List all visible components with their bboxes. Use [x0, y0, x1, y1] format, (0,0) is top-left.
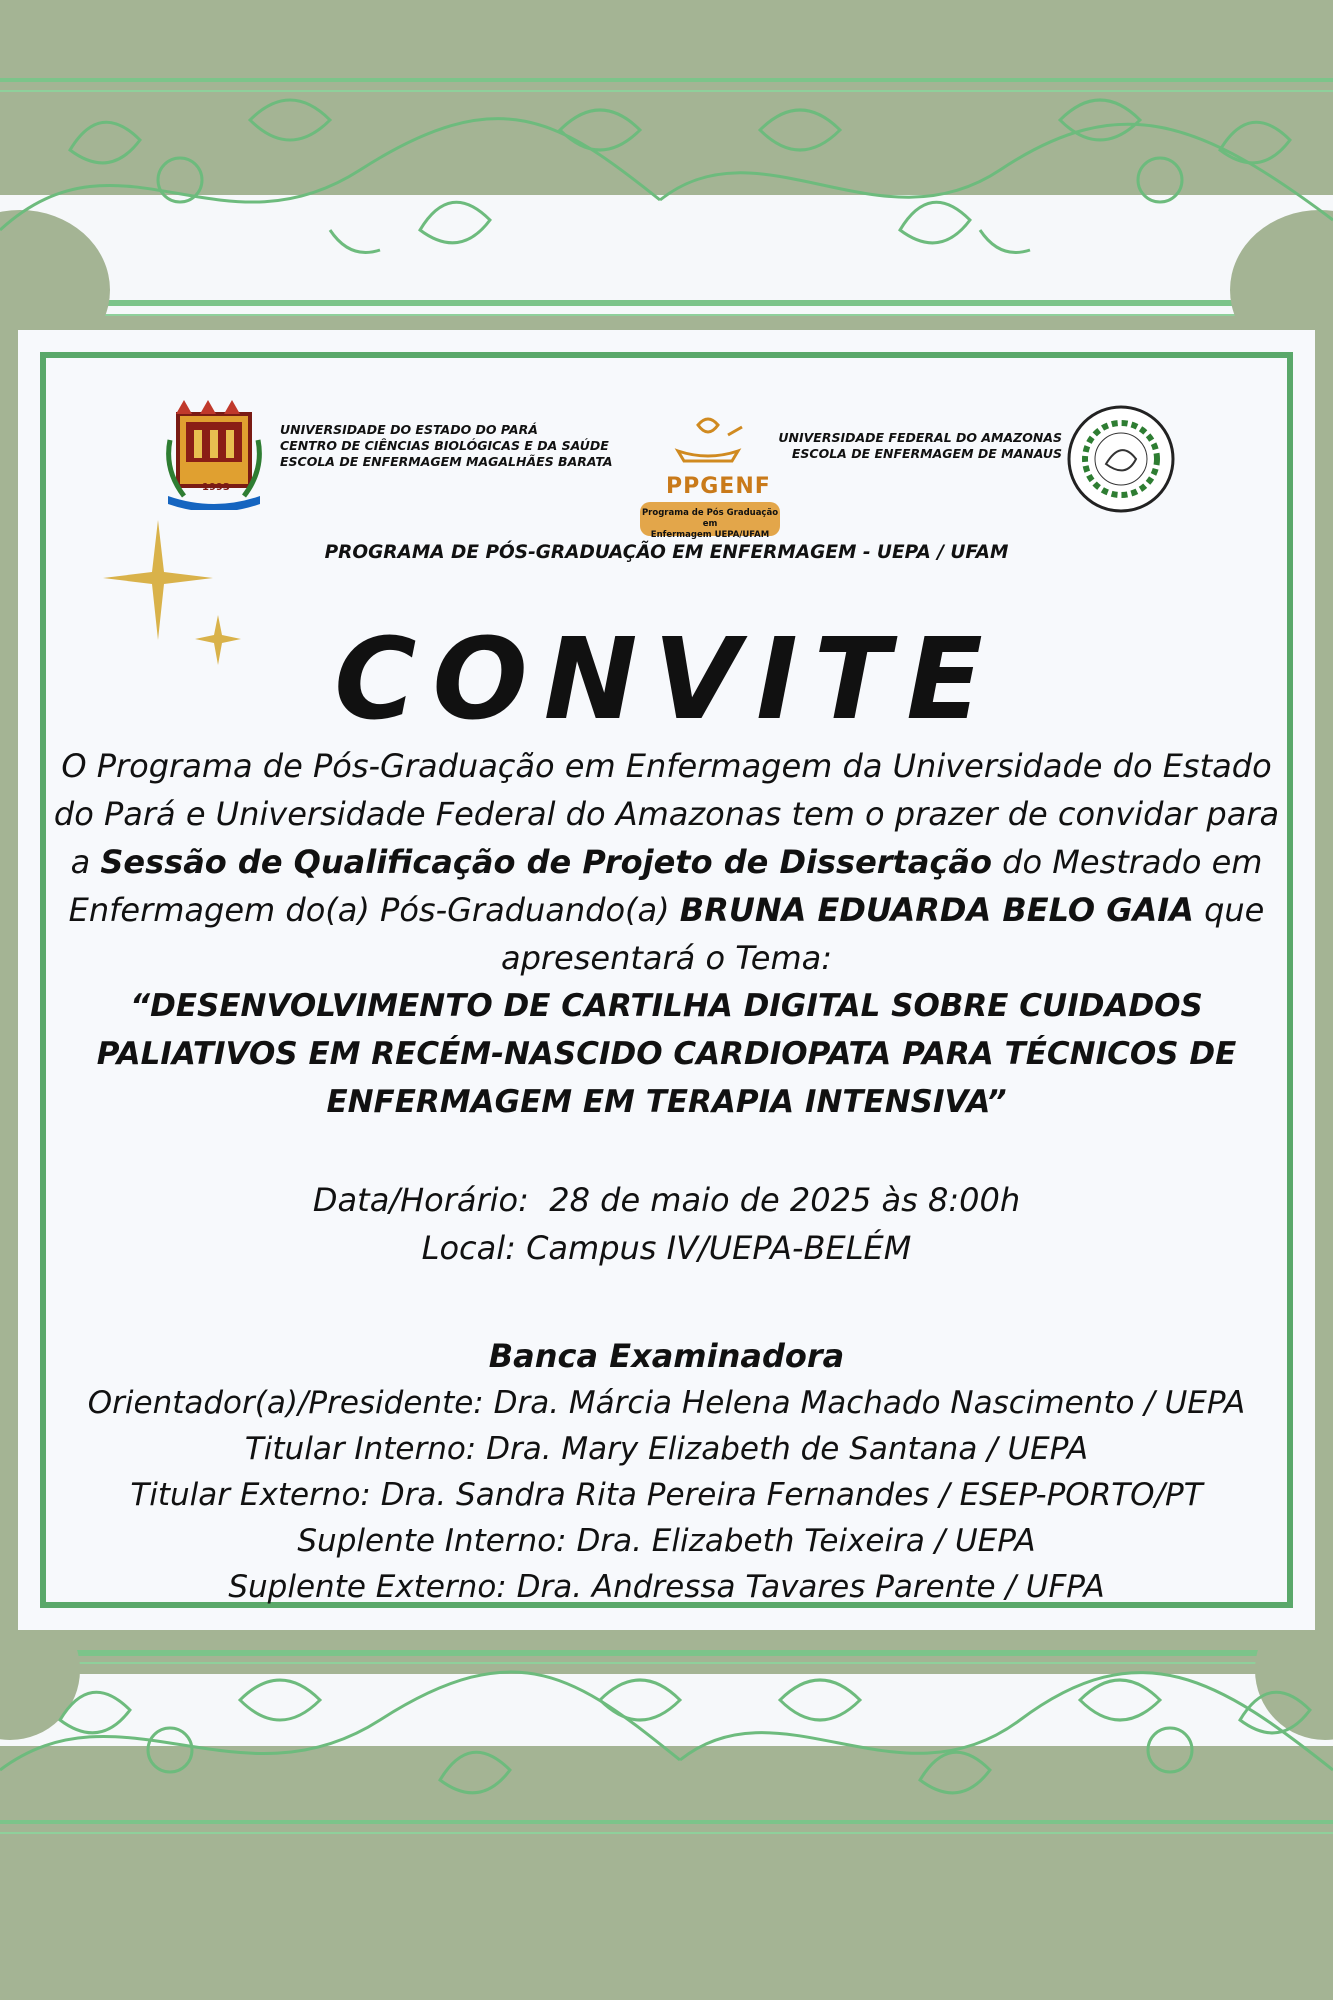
banca-member: Suplente Externo: Dra. Andressa Tavares Parente / UFPA — [228, 1569, 1105, 1605]
uepa-line-1: UNIVERSIDADE DO ESTADO DO PARÁ — [280, 422, 538, 437]
ufam-seal-icon — [1066, 404, 1176, 514]
banca-member: Orientador(a)/Presidente: Dra. Márcia Helena Machado Nascimento / UEPA — [87, 1385, 1246, 1421]
location: Local: Campus IV/UEPA-BELÉM — [421, 1229, 912, 1267]
schedule — [18, 1176, 1315, 1272]
ppgenf-sub-line-2: Enfermagem UEPA/UFAM — [650, 530, 770, 540]
body-middle: do Mestrado em Enfermagem do(a) Pós-Graduando(a) — [68, 843, 1263, 929]
uepa-line-2: CENTRO DE CIÊNCIAS BIOLÓGICAS E DA SAÚDE — [280, 438, 609, 453]
banca-title: Banca Examinadora — [488, 1337, 845, 1375]
page-title: CONVITE — [334, 615, 999, 745]
invitation-body — [48, 742, 1285, 982]
uepa-year: 1993 — [202, 482, 230, 493]
dissertation-theme: “DESENVOLVIMENTO DE CARTILHA DIGITAL SOBRE CUIDADOS PALIATIVOS EM RECÉM-NASCIDO CARDIOPATA PARA TÉCNICOS DE ENFERMAGEM EM TERAPIA INTENSIVA” — [96, 988, 1237, 1120]
banca-member: Titular Interno: Dra. Mary Elizabeth de Santana / UEPA — [244, 1431, 1089, 1467]
invitation-card — [18, 330, 1315, 1630]
top-floral-decoration — [0, 0, 1333, 330]
bottom-floral-decoration — [0, 1640, 1333, 2000]
student-name: BRUNA EDUARDA BELO GAIA — [679, 891, 1194, 929]
ufam-line-1: UNIVERSIDADE FEDERAL DO AMAZONAS — [778, 430, 1062, 445]
date-time: Data/Horário: 28 de maio de 2025 às 8:00h — [312, 1181, 1021, 1219]
body-intro: O Programa de Pós-Graduação em Enfermagem da Universidade do Estado do Pará e Universidade Federal do Amazonas tem o prazer de convidar para a — [53, 747, 1280, 881]
ufam-line-2: ESCOLA DE ENFERMAGEM DE MANAUS — [791, 446, 1062, 461]
ppgenf-subtitle — [640, 502, 780, 540]
banca-member: Suplente Interno: Dra. Elizabeth Teixeira / UEPA — [297, 1523, 1036, 1559]
uepa-line-3: ESCOLA DE ENFERMAGEM MAGALHÃES BARATA — [280, 454, 613, 469]
program-line: PROGRAMA DE PÓS-GRADUAÇÃO EM ENFERMAGEM - UEPA / UFAM — [324, 542, 1009, 563]
session-name: Sessão de Qualificação de Projeto de Dissertação — [100, 843, 992, 881]
ppgenf-sub-line-1: Programa de Pós Graduação em — [641, 508, 779, 529]
uepa-institution-text — [280, 422, 613, 470]
ufam-institution-text — [772, 430, 1062, 462]
lamp-icon — [668, 415, 748, 475]
ppgenf-name: PPGENF — [666, 474, 771, 499]
uepa-crest-icon — [164, 400, 264, 510]
banca-members — [18, 1380, 1315, 1610]
body-end: que apresentará o Tema: — [500, 891, 1265, 977]
banca-member: Titular Externo: Dra. Sandra Rita Pereira Fernandes / ESEP-PORTO/PT — [130, 1477, 1203, 1513]
